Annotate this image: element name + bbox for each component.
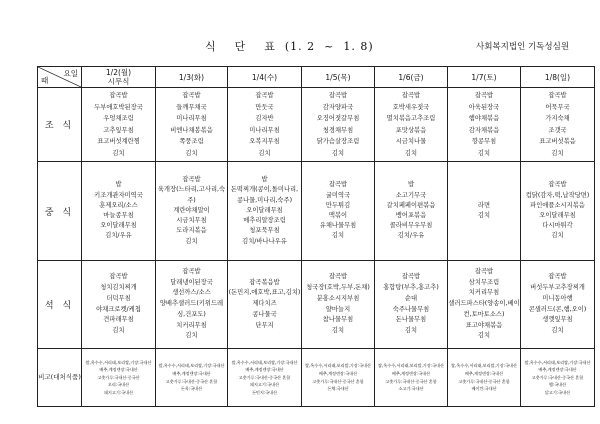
note-line: 고춧가루:국내산·중국산 혼합 — [312, 378, 364, 384]
menu-item: 김치 — [331, 326, 345, 334]
menu-item: 만두튀김 — [325, 201, 351, 209]
menu-item: 잡곡밥 — [109, 92, 128, 99]
menu-item: 김치 — [258, 149, 271, 157]
organization-name: 사회복지법인 기독성심원 — [476, 42, 570, 52]
menu-item: 김치 — [551, 326, 564, 334]
menu-item: 치커리무침 — [468, 289, 500, 297]
meal-label: 조 식 — [38, 88, 82, 162]
weekday-label: 요일 — [63, 69, 78, 78]
meal-time-label: 때 — [41, 76, 49, 85]
menu-item: 콩나물국 — [252, 310, 277, 318]
menu-item: 닭가슴살장조림 — [316, 138, 360, 145]
menu-cell — [82, 162, 156, 261]
menu-item: 야채크로켓/케첩 — [96, 305, 141, 313]
day-date: 1/4(수) — [251, 72, 278, 82]
menu-item: 육개장(느타리,고사리,숙주) — [157, 186, 226, 204]
menu-item: 감자채볶음 — [468, 126, 500, 134]
note-line: 돼지고기:국내산 — [249, 382, 280, 388]
menu-cell — [228, 261, 302, 349]
day-event: 시무식 — [107, 77, 130, 86]
menu-item: 참나물무침 — [322, 316, 354, 324]
menu-cell — [302, 88, 375, 162]
menu-item: 분홍소시지부침 — [316, 294, 360, 302]
note-line: 쌀,옥수수,서리태,보리쌀,기장:국내산 — [451, 363, 517, 369]
menu-item: 견파래무침 — [103, 316, 134, 324]
menu-item: 버섯두부고추장찌개 — [530, 284, 585, 292]
menu-item: 미나리무침 — [249, 126, 280, 134]
menu-item: 김치 — [331, 232, 345, 240]
menu-item: 잡곡밥 — [109, 273, 128, 281]
day-date: 1/2(월) — [105, 68, 132, 77]
meal-label: 석 식 — [38, 261, 82, 349]
menu-cell — [228, 162, 302, 261]
menu-item: 맥볶이 — [328, 212, 348, 219]
menu-item: 삼치무조림 — [468, 278, 500, 286]
note-line: 쌀,옥수수,서리태,보리쌀,기장:국내산 — [231, 359, 298, 365]
note-line: 돼지고기:국내산 — [103, 389, 134, 395]
menu-cell — [521, 162, 595, 261]
note-line: 소고기:국내산 — [398, 386, 424, 392]
menu-cell — [521, 261, 595, 349]
menu-item: 오이달래무침 — [100, 222, 137, 230]
menu-item: 잡곡밥 — [548, 92, 567, 99]
day-date: 1/3(화) — [178, 72, 205, 82]
menu-item: (돈민지,애호박,표고,김치) — [228, 289, 301, 297]
menu-item: 달래냉이된장국 — [170, 278, 213, 286]
menu-item: 김치 — [185, 332, 198, 340]
origin-note — [156, 349, 228, 407]
menu-item: 포맛상볶음 — [395, 126, 427, 134]
meal-row-dinner — [38, 261, 595, 349]
menu-item: 미나리무침 — [176, 115, 207, 122]
note-line: 고춧가루:국내산·중국산 혼합 — [531, 374, 584, 380]
note-line: 닭고기:국내산 — [544, 389, 571, 395]
origin-note — [375, 349, 448, 407]
menu-cell — [156, 162, 228, 261]
day-header — [82, 67, 156, 88]
origin-note — [82, 349, 156, 407]
menu-item: 멸치볶음고추조림 — [386, 115, 436, 122]
note-line: 배추,계정덴장:국내산 — [318, 370, 358, 376]
menu-item: 잡곡밥 — [328, 92, 348, 99]
menu-item: 잡곡밥 — [182, 268, 201, 276]
menu-item: 조갯국 — [548, 126, 567, 134]
menu-item: 김자반 — [255, 115, 274, 122]
menu-item: 청경채무침 — [322, 126, 354, 134]
menu-item: 김치 — [477, 212, 491, 219]
menu-item: 김치 — [112, 326, 125, 334]
menu-item: 잡곡밥 — [401, 273, 421, 281]
page-title: 식 단 표 (1. 2 ~ 1. 8) — [205, 40, 374, 53]
day-header — [521, 67, 595, 88]
note-row — [38, 349, 595, 407]
menu-item: 샐러드파스타(양송이,베이컨,토마토소스) — [448, 300, 520, 318]
menu-cell — [448, 162, 521, 261]
origin-note — [302, 349, 375, 407]
menu-item: 유채나물무침 — [319, 222, 357, 230]
menu-cell — [82, 261, 156, 349]
menu-item: 고추잎무침 — [103, 126, 134, 134]
menu-item: 다시마튀각 — [542, 222, 573, 230]
menu-item: 뱅어포볶음 — [395, 212, 427, 219]
menu-item: 오이달래무침 — [539, 212, 576, 219]
menu-item: 콘샐러드(콘,햄,오이) — [528, 305, 587, 313]
menu-item: 잡곡볶음밥 — [249, 278, 280, 286]
note-line: 쌀,옥수수,서리태,보리쌀,기장:국내산 — [378, 363, 444, 369]
menu-item: 김치 — [477, 332, 491, 340]
menu-item: 김치/우유 — [105, 232, 132, 240]
menu-item: 아욱된장국 — [468, 103, 500, 111]
menu-item: 김치 — [404, 326, 418, 334]
menu-item: 시금치무침 — [176, 217, 207, 225]
menu-item: 김치 — [551, 149, 564, 157]
note-line: 배추,계정덴장:국내산 — [538, 367, 577, 373]
origin-note — [228, 349, 302, 407]
note-line: 돈육:국내산 — [180, 386, 203, 392]
menu-item: 청포묵무침 — [249, 227, 280, 235]
menu-item: 잡곡밥 — [474, 92, 494, 99]
menu-cell — [82, 88, 156, 162]
day-date: 1/8(일) — [544, 72, 571, 82]
meal-row-lunch — [38, 162, 595, 261]
day-header — [375, 67, 448, 88]
note-line: 쌀,옥수수,서리태,보리쌀,기장:국내산 — [305, 363, 371, 369]
menu-item: 잡곡밥 — [328, 273, 348, 281]
note-line: 오리:국내산 — [107, 382, 130, 388]
note-line: 쌀,옥수수,서리태,보리쌀,기장:국내산 — [524, 359, 591, 365]
menu-item: 김치 — [331, 149, 345, 157]
note-line: 돈채:국내산 — [327, 386, 349, 392]
day-header — [156, 67, 228, 88]
menu-item: 양배추샐러드(키위드레싱,건포도) — [159, 300, 224, 318]
menu-item: 밥 — [407, 181, 415, 189]
menu-item: 잡곡밥 — [548, 181, 567, 189]
menu-item: 콜라비무우무침 — [389, 222, 433, 230]
menu-item: 김치/바나나우유 — [242, 237, 287, 245]
note-line: 배추,계정덴장:국내산 — [99, 367, 138, 373]
note-line: 고춧가루:국내산·중국산 혼합 — [165, 378, 218, 384]
menu-item: 컵닭(감자,떡,납작당면) — [525, 191, 590, 199]
note-line: 고춧가루:국내산·중국산 — [97, 374, 140, 380]
menu-item: 잡곡밥 — [255, 92, 274, 99]
menu-item: 더덕무침 — [106, 294, 131, 302]
menu-item: 청국장(호박,두부,돈채) — [306, 284, 370, 292]
menu-item: 김치 — [551, 232, 564, 240]
menu-item: 순대 — [404, 294, 418, 302]
note-line: 배추,계정덴장:국내산 — [172, 370, 211, 376]
menu-cell — [156, 261, 228, 349]
menu-item: 오복지무침 — [249, 138, 280, 145]
menu-cell — [228, 88, 302, 162]
day-header — [302, 67, 375, 88]
menu-item: 햄야채볶음 — [468, 115, 500, 122]
note-line: 고춧가루:국내산·중국산 혼합 — [458, 378, 510, 384]
meal-row-breakfast — [38, 88, 595, 162]
day-header-row — [38, 67, 595, 88]
menu-item: 잡곡밥 — [182, 176, 201, 184]
note-line: 베이컨:국내산 — [471, 386, 497, 392]
note-line: 쌀,옥수수,서리태,보리쌀,기장:국내산 — [158, 363, 225, 369]
note-line: 고춧가루:국내산·중국산 혼합 — [385, 378, 437, 384]
menu-item: 굴미역국 — [325, 191, 351, 199]
menu-cell — [375, 261, 448, 349]
menu-item: 계란야채말이 — [173, 206, 210, 214]
menu-item: 김치 — [112, 149, 125, 157]
note-line: 쌀,옥수수,서리태,보리쌀,기장:국내산 — [85, 359, 152, 365]
menu-item: 생깻잎무침 — [542, 316, 573, 324]
menu-item: 쪽풍조림 — [179, 138, 204, 145]
menu-cell — [448, 88, 521, 162]
menu-item: 김치 — [185, 237, 198, 245]
menu-item: 감자양파국 — [322, 103, 354, 111]
note-label: 비고(대처식품) — [38, 349, 82, 407]
menu-item: 호박새우젓국 — [392, 103, 430, 111]
menu-item: 들깨무채국 — [176, 103, 207, 111]
meal-label: 중 식 — [38, 162, 82, 261]
menu-item: 잡곡밥 — [182, 92, 201, 99]
menu-item: 생선까스/소스 — [172, 289, 211, 297]
menu-item: 메추리알장조림 — [243, 217, 286, 225]
menu-item: 오이달래무침 — [246, 206, 283, 214]
meal-table — [37, 66, 595, 407]
menu-item: 돈나물무침 — [395, 316, 427, 324]
menu-item: 라면 — [477, 201, 491, 209]
menu-item: 청치김치찌개 — [100, 284, 137, 292]
menu-item: 가지숙채 — [545, 115, 570, 122]
menu-item: 표고야채볶음 — [465, 321, 503, 329]
menu-item: 잡곡밥 — [548, 273, 567, 281]
menu-cell — [375, 88, 448, 162]
menu-item: 만둣국 — [255, 103, 274, 111]
menu-item: 오징어젓갈무침 — [316, 115, 360, 122]
note-line: 배추,계정덴장:국내산 — [391, 370, 431, 376]
menu-item: 소고기무국 — [395, 191, 427, 199]
menu-item: 표고버섯계란찜 — [97, 138, 140, 145]
menu-item: 훈제오리/소스 — [99, 201, 138, 209]
menu-item: 밥 — [115, 181, 122, 189]
menu-item: 마늘종무침 — [103, 212, 134, 219]
menu-item: 깡콩무침 — [471, 138, 497, 145]
day-date: 1/5(목) — [325, 72, 351, 82]
menu-cell — [156, 88, 228, 162]
menu-item: 키조개관자미역국 — [94, 191, 143, 199]
menu-item: 비엔나채봉볶음 — [170, 126, 213, 134]
note-line: 햄:국내산 — [548, 382, 567, 388]
menu-item: 미니동아행 — [542, 294, 573, 302]
corner-cell — [38, 67, 82, 88]
menu-item: 잡곡밥 — [401, 92, 421, 99]
note-line: 돈민지:국내산 — [251, 389, 278, 395]
menu-cell — [302, 261, 375, 349]
menu-item: 김치 — [185, 149, 198, 157]
menu-item: 어묵무국 — [545, 103, 570, 111]
origin-note — [521, 349, 595, 407]
note-line: 배추,계정덴장:국내산 — [464, 370, 504, 376]
menu-item: 홍합탕(부추,홍고추) — [383, 284, 439, 292]
menu-item: 두부애호박된장국 — [94, 103, 143, 111]
menu-item: 돈떡찌개(콩이,돌미나리,콩나물,미나리,숙주) — [230, 186, 299, 204]
origin-note — [448, 349, 521, 407]
day-header — [448, 67, 521, 88]
menu-item: 얄마늘지 — [325, 305, 351, 313]
menu-item: 우엉채조림 — [103, 115, 134, 122]
menu-item: 시금치나물 — [395, 138, 427, 145]
menu-cell — [521, 88, 595, 162]
menu-item: 파인애플소시지볶음 — [530, 201, 585, 209]
menu-item: 김치 — [404, 149, 418, 157]
note-line: 배추,계정덴장:국내산 — [245, 367, 284, 373]
menu-cell — [448, 261, 521, 349]
day-date: 1/6(금) — [398, 72, 424, 82]
menu-item: 갈치페페이편볶음 — [386, 201, 436, 209]
menu-cell — [375, 162, 448, 261]
day-date: 1/7(토) — [471, 72, 497, 82]
menu-item: 표고버섯볶음 — [539, 138, 576, 145]
menu-item: 김치 — [477, 149, 491, 157]
menu-item: 도라지볶음 — [176, 227, 207, 235]
menu-item: 제다치즈 — [252, 300, 277, 308]
menu-item: 숙주나물무침 — [392, 305, 430, 313]
menu-item: 김치/우유 — [397, 232, 425, 240]
menu-item: 잡곡밥 — [474, 268, 494, 276]
menu-cell — [302, 162, 375, 261]
menu-item: 단무지 — [255, 321, 274, 329]
day-header — [228, 67, 302, 88]
menu-item: 밥 — [261, 176, 268, 184]
menu-item: 치커리무침 — [176, 321, 207, 329]
menu-item: 잡곡밥 — [328, 181, 348, 189]
note-line: 고춧가루:국내산·중국산 혼합 — [238, 374, 291, 380]
